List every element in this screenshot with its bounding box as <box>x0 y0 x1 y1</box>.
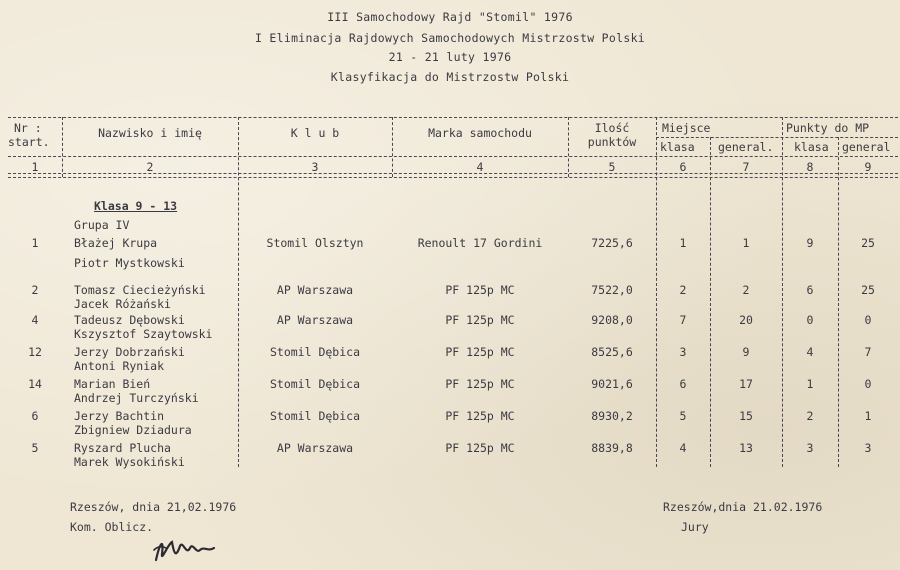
cell-car: PF 125p MC <box>445 409 515 423</box>
class-label: Klasa 9 - 13 <box>94 199 178 213</box>
cell-place-class: 4 <box>679 441 687 455</box>
cell-points: 7225,6 <box>591 236 633 250</box>
cell-mp-general: 7 <box>864 345 872 359</box>
cell-mp-class: 9 <box>806 236 814 250</box>
cell-place-class: 2 <box>679 283 687 297</box>
cell-driver: Jerzy Bachtin <box>74 409 165 423</box>
col-header-nr: Nr : <box>14 121 42 135</box>
col-header-club: K l u b <box>290 126 340 140</box>
col-header-name: Nazwisko i imię <box>98 126 202 140</box>
cell-place-class: 1 <box>679 236 687 250</box>
cell-driver: Tadeusz Dębowski <box>74 313 185 327</box>
cell-codriver: Andrzej Turczyński <box>74 391 199 405</box>
col-number: 2 <box>146 160 154 174</box>
cell-mp-general: 0 <box>864 377 872 391</box>
header-bottom-rule <box>8 156 898 157</box>
cell-car: Renoult 17 Gordini <box>417 236 543 250</box>
cell-points: 8839,8 <box>591 441 633 455</box>
cell-nr: 12 <box>28 345 42 359</box>
cell-mp-general: 3 <box>864 441 872 455</box>
cell-mp-class: 4 <box>806 345 814 359</box>
cell-driver: Jerzy Dobrzański <box>74 345 185 359</box>
cell-place-class: 6 <box>679 377 687 391</box>
cell-points: 8525,6 <box>591 345 633 359</box>
cell-place-class: 7 <box>679 313 687 327</box>
cell-mp-general: 25 <box>861 236 875 250</box>
cell-club: Stomil Dębica <box>269 377 360 391</box>
col-number: 5 <box>608 160 616 174</box>
col-header-mp-general: general <box>842 140 891 154</box>
cell-nr: 4 <box>31 313 39 327</box>
col-number: 1 <box>31 160 39 174</box>
cell-club: Stomil Dębica <box>269 409 360 423</box>
cell-club: AP Warszawa <box>276 441 354 455</box>
cell-driver: Tomasz Ciecieżyński <box>74 283 206 297</box>
col-number: 9 <box>864 160 872 174</box>
col-number: 4 <box>476 160 484 174</box>
cell-mp-class: 2 <box>806 409 814 423</box>
table-top-rule <box>8 117 898 118</box>
cell-driver: Ryszard Plucha <box>74 441 171 455</box>
rally-title: III Samochodowy Rajd "Stomil" 1976 <box>327 10 573 24</box>
footer-left-role: Kom. Oblicz. <box>70 520 154 534</box>
cell-place-general: 1 <box>742 236 750 250</box>
cell-place-general: 2 <box>742 283 750 297</box>
cell-place-general: 17 <box>739 377 753 391</box>
cell-codriver: Antoni Ryniak <box>74 359 165 373</box>
cell-nr: 2 <box>31 283 39 297</box>
footer-right-place-date: Rzeszów,dnia 21.02.1976 <box>663 500 823 514</box>
cell-codriver: Piotr Mystkowski <box>74 256 185 270</box>
cell-nr: 1 <box>31 236 39 250</box>
col-header-place-general: general. <box>718 140 774 154</box>
cell-car: PF 125p MC <box>445 313 515 327</box>
cell-nr: 14 <box>28 377 42 391</box>
cell-mp-class: 1 <box>806 377 814 391</box>
signature-mark <box>150 532 230 568</box>
cell-points: 8930,2 <box>591 409 633 423</box>
cell-place-class: 5 <box>679 409 687 423</box>
col-number: 3 <box>311 160 319 174</box>
subheader-rule <box>656 137 898 138</box>
footer-right-role: Jury <box>681 520 709 534</box>
col-header-points-2: punktów <box>587 135 637 149</box>
footer-left-place-date: Rzeszów, dnia 21,02.1976 <box>70 500 237 514</box>
cell-mp-general: 0 <box>864 313 872 327</box>
cell-codriver: Kszysztof Szaytowski <box>74 327 213 341</box>
cell-place-class: 3 <box>679 345 687 359</box>
col-header-mp: Punkty do MP <box>786 121 870 135</box>
cell-driver: Błażej Krupa <box>74 236 158 250</box>
cell-mp-class: 3 <box>806 441 814 455</box>
col-header-points: Ilość <box>594 121 630 135</box>
col-number: 8 <box>806 160 814 174</box>
cell-nr: 6 <box>31 409 39 423</box>
cell-driver: Marian Bień <box>74 377 151 391</box>
cell-mp-class: 0 <box>806 313 814 327</box>
cell-car: PF 125p MC <box>445 345 515 359</box>
cell-place-general: 13 <box>739 441 753 455</box>
col-number: 7 <box>742 160 750 174</box>
col-header-car: Marka samochodu <box>428 126 532 140</box>
number-row-rule-double <box>8 177 898 178</box>
cell-place-general: 20 <box>739 313 753 327</box>
cell-car: PF 125p MC <box>445 441 515 455</box>
cell-place-general: 9 <box>742 345 750 359</box>
col-header-place: Miejsce <box>662 121 711 135</box>
col-header-start: start. <box>8 135 50 149</box>
cell-club: AP Warszawa <box>276 283 354 297</box>
classification-title: Klasyfikacja do Mistrzostw Polski <box>330 70 570 84</box>
cell-club: Stomil Dębica <box>269 345 360 359</box>
cell-points: 9208,0 <box>591 313 633 327</box>
cell-nr: 5 <box>31 441 39 455</box>
cell-mp-class: 6 <box>806 283 814 297</box>
col-header-mp-class: klasa <box>794 140 829 154</box>
cell-club: AP Warszawa <box>276 313 354 327</box>
cell-points: 9021,6 <box>591 377 633 391</box>
cell-points: 7522,0 <box>591 283 633 297</box>
event-date: 21 - 21 luty 1976 <box>388 50 512 64</box>
cell-mp-general: 25 <box>861 283 875 297</box>
cell-mp-general: 1 <box>864 409 872 423</box>
group-label: Grupa IV <box>74 218 130 232</box>
col-number: 6 <box>679 160 687 174</box>
cell-codriver: Marek Wysokiński <box>74 455 185 469</box>
cell-place-general: 15 <box>739 409 753 423</box>
event-subtitle: I Eliminacja Rajdowych Samochodowych Mistrzostw Polski <box>254 31 646 45</box>
cell-car: PF 125p MC <box>445 283 515 297</box>
col-header-place-class: klasa <box>660 140 695 154</box>
cell-codriver: Zbigniew Dziadura <box>74 423 192 437</box>
cell-club: Stomil Olsztyn <box>266 236 364 250</box>
cell-car: PF 125p MC <box>445 377 515 391</box>
cell-codriver: Jacek Różański <box>74 297 171 311</box>
